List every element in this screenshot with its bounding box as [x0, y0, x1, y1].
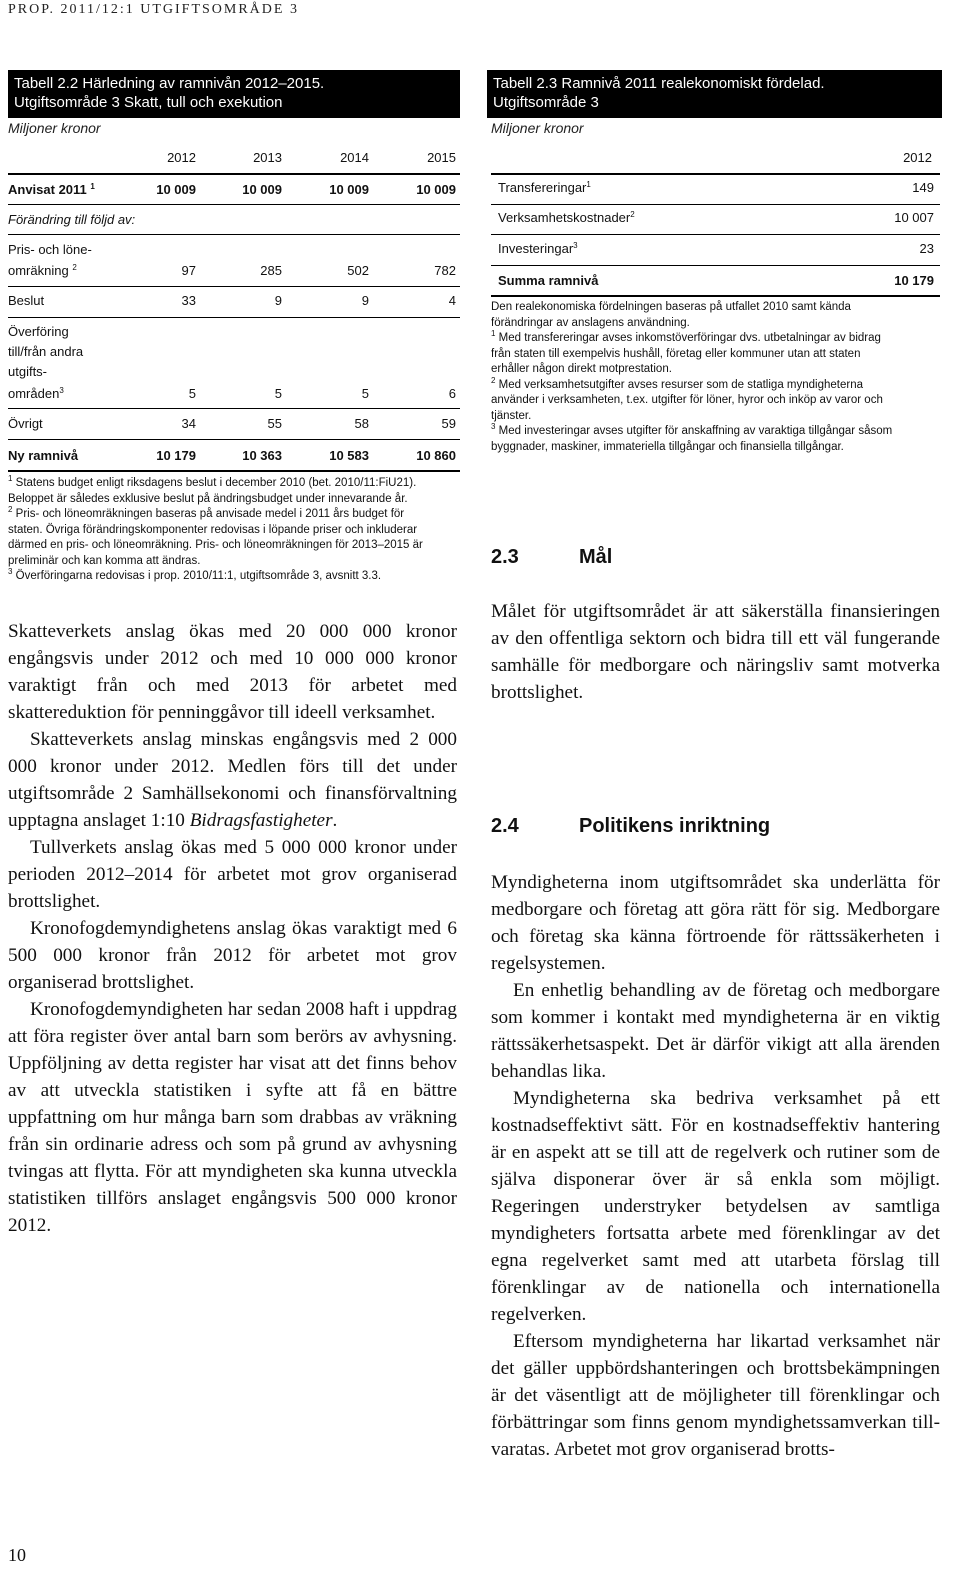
row-summa-ramniva: Summa ramnivå 10 179	[498, 273, 934, 288]
row-overforing-label-2: till/från andra	[8, 344, 84, 359]
row-beslut	[8, 291, 460, 313]
row-overforing-label-4: områden	[8, 386, 60, 401]
table-2-3-header-rule	[491, 173, 940, 175]
row-divider	[491, 265, 940, 266]
row-ny-label: Ny ramnivå	[8, 448, 79, 463]
table-2-3-title-line2: Utgiftsområde 3	[493, 94, 599, 111]
cell: 10 009	[242, 182, 282, 197]
table-2-3-footnotes	[491, 300, 943, 455]
row-divider	[8, 204, 460, 205]
cell: 285	[260, 263, 282, 278]
footnote-1-cont: Beloppet är således exklusive beslut på ändringsbudget under innevarande år.	[8, 492, 408, 505]
row-ny-ramniva	[8, 446, 460, 468]
paragraph: Målet för utgiftsområdet är att säkerställa finansieringen av den offentliga sektorn och bidra till ett väl fungerande samhälle för medborgare och näringsliv samt motverka brottslighet.	[491, 601, 940, 703]
table-2-2-title-line2: Utgiftsområde 3 Skatt, tull och exekution	[14, 94, 283, 111]
paragraph: Tullverkets anslag ökas med 5 000 000 kronor under perioden 2012–2014 för arbetet mot grov organiserad brottslighet.	[8, 837, 457, 912]
row-overforing: Överföring till/från andra utgifts- områden$^3$ 5 5 5 6	[8, 322, 460, 406]
left-body-text	[8, 618, 457, 1239]
table-2-3-year: 2012	[903, 150, 932, 165]
table-2-3-title	[487, 70, 942, 118]
row-divider	[491, 204, 940, 205]
row-divider	[491, 234, 940, 235]
cell: 10 583	[329, 448, 369, 463]
section-2-4-text	[491, 869, 940, 1463]
cell: 5	[361, 386, 369, 401]
page-number: 10	[8, 1545, 26, 1565]
year-2012: 2012	[167, 150, 196, 165]
cell: 6	[448, 386, 456, 401]
section-2-3-text	[491, 598, 940, 706]
cell: 10 009	[416, 182, 456, 197]
table-2-2-unit: Miljoner kronor	[8, 120, 101, 136]
footnote-1: $^1$ Med transfereringar avses inkomstöverföringar dvs. utbetalningar av bidrag	[491, 329, 881, 344]
footnote-3-cont: byggnader, maskiner, immateriella tillgångar och finansiella tillgångar.	[491, 440, 844, 453]
row-anvisat: Anvisat 2011 $^1$ 10 009 10 009 10 009 10 009	[8, 180, 460, 202]
cell: 10 179	[156, 448, 196, 463]
row-ovrigt-label: Övrigt	[8, 416, 43, 431]
row-divider	[8, 439, 460, 440]
row-divider	[8, 408, 460, 409]
row-overforing-label-3: utgifts-	[8, 364, 48, 379]
cell: 4	[448, 293, 456, 308]
cell: 10 009	[329, 182, 369, 197]
section-heading-2-4	[491, 815, 770, 838]
footnote-1: $^1$ Statens budget enligt riksdagens beslut i december 2010 (bet. 2010/11:FiU21).	[8, 474, 417, 489]
row-pris-label-2: omräkning	[8, 263, 69, 278]
footnote-2-cont: därmed en pris- och löneomräkning. Pris- och löneomräkningen för 2013–2015 är	[8, 539, 423, 551]
footnote-2-cont: preliminär och kan komma att ändras.	[8, 554, 201, 567]
table-2-2-title	[8, 70, 460, 118]
paragraph: Kronofogdemyndigheten har sedan 2008 haft i uppdrag att föra register över antal barn som berörs av avhysning. Uppföljning av detta register har visat att det finns behov av att utveckla statistiken i syfte att få en bättre uppfattning om hur många barn som drabbas av vräkning från sin ordinarie adress och som på grund av avhysning tvingas att flytta. För att myndigheten ska kunna utveckla statistiken tillförs anslaget engångsvis 500 000 kronor 2012.	[8, 999, 457, 1236]
section-number: 2.4	[491, 815, 519, 837]
cell: 5	[188, 386, 196, 401]
row-divider	[8, 286, 460, 287]
cell: 59	[441, 416, 456, 431]
cell: 9	[361, 293, 369, 308]
row-divider	[8, 234, 460, 235]
note: Den realekonomiska fördelningen baseras på utfallet 2010 samt kända	[491, 301, 851, 313]
footnote-2-cont: staten. Övriga förändringskomponenter redovisas i löpande priser och inkluderar	[8, 523, 418, 536]
row-investeringar: Investeringar$^3$ 23	[498, 241, 934, 256]
section-number: 2.3	[491, 546, 519, 568]
footnote-2: $^2$ Med verksamhetsutgifter avses resurser som de statliga myndigheterna	[491, 375, 863, 391]
row-verksamhetskostnader: Verksamhetskostnader$^2$ 10 007	[498, 210, 934, 225]
table-2-3-title-line1: Tabell 2.3 Ramnivå 2011 realekonomiskt fördelad.	[493, 75, 825, 92]
footnote-2-cont: tjänster.	[491, 409, 532, 422]
cell: 10 007	[894, 210, 934, 225]
year-2013: 2013	[253, 150, 282, 165]
table-2-2-footnotes	[8, 476, 468, 585]
cell: 10 860	[416, 448, 456, 463]
row-ovrigt	[8, 414, 460, 436]
table-2-2-title-line1: Tabell 2.2 Härledning av ramnivån 2012–2015.	[14, 75, 325, 92]
cell: 10 363	[242, 448, 282, 463]
footnote-3: $^3$ Överföringarna redovisas i prop. 2010/11:1, utgiftsområde 3, avsnitt 3.3.	[8, 567, 382, 582]
section-title: Politikens inriktning	[579, 815, 771, 837]
cell: 97	[181, 263, 196, 278]
paragraph: Eftersom myndigheterna har likartad verksamhet när det gäller uppbördshanteringen och brottsbekämpningen är det väsentligt att de möjligheter till förenklingar och förbättringar som finns genom myndighetssamverkan till-varatas. Arbetet mot grov organiserad brotts-	[491, 1331, 940, 1460]
row-change-heading: Förändring till följd av:	[8, 212, 136, 227]
paragraph: En enhetlig behandling av de företag och medborgare som kommer i kontakt med myndigheterna är en viktig rättssäkerhetsaspekt. Det är därför vikigt att alla ärenden behandlas lika.	[491, 980, 940, 1082]
footnote-3: $^3$ Med investeringar avses utgifter för anskaffning av varaktiga tillgångar såsom	[491, 422, 893, 437]
cell: 33	[181, 293, 196, 308]
paragraph: Skatteverkets anslag ökas med 20 000 000 kronor engångsvis under 2012 och med 10 000 000 kronor varaktigt från och med 2013 för arbetet med skattereduktion för penninggåvor till ideell verksamhet.	[8, 621, 457, 723]
footnote-2: $^2$ Pris- och löneomräkningen baseras på anvisade medel i 2011 års budget för	[8, 505, 405, 520]
table-2-3-bottom-rule	[491, 295, 940, 297]
year-2015: 2015	[427, 150, 456, 165]
section-heading-2-3	[491, 546, 612, 569]
cell: 34	[181, 416, 196, 431]
row-beslut-label: Beslut	[8, 293, 45, 308]
footnote-2-cont: använder i verksamheten, t.ex. utgifter för löner, hyror och inköp av varor och	[491, 394, 883, 406]
footnote-1-cont: erhåller någon direkt motprestation.	[491, 363, 672, 375]
cell: 5	[274, 386, 282, 401]
note: förändringar av anslagens användning.	[491, 316, 690, 329]
table-2-2-header-rule	[8, 173, 460, 175]
year-2014: 2014	[340, 150, 369, 165]
table-2-2-bottom-rule	[8, 470, 460, 472]
row-transfereringar: Transfereringar$^1$ 149	[498, 180, 934, 195]
cell: 23	[919, 241, 934, 256]
footnote-1-cont: från staten till exempelvis hushåll, företag eller kommuner utan att staten	[491, 347, 861, 360]
cell: 10 179	[894, 273, 934, 288]
cell: 55	[267, 416, 282, 431]
section-title: Mål	[579, 546, 613, 568]
row-pris: Pris- och löne- omräkning $^2$ 97 285 502 782	[8, 240, 460, 282]
paragraph: Kronofogdemyndighetens anslag ökas varaktigt med 6 500 000 kronor från 2012 för arbetet mot grov organiserad brottslighet.	[8, 918, 457, 993]
paragraph: Myndigheterna ska bedriva verksamhet på ett kostnadseffektivt sätt. För en kostnadseffektiv hantering är en aspekt att se till att de regelverk och rutiner som de själva disponerar över är så enkla som möjligt. Regeringen understryker betydelsen av samtliga myndigheters fortsatta arbete med förenklingar av det egna regelverket samt med att utarbeta förslag till förenklingar av de nationella och internationella regelverken.	[491, 1088, 940, 1325]
running-head: PROP. 2011/12:1 UTGIFTSOMRÅDE 3	[8, 2, 299, 17]
row-pris-label-1: Pris- och löne-	[8, 242, 92, 257]
cell: 502	[347, 263, 369, 278]
row-anvisat-label: Anvisat 2011	[8, 182, 87, 197]
cell: 782	[434, 263, 456, 278]
cell: 149	[912, 180, 934, 195]
paragraph: Myndigheterna inom utgiftsområdet ska underlätta för medborgare och företag att göra rätt för sig. Medborgare och företag ska känna förtroende för rättssäkerheten i regelsystemen.	[491, 872, 940, 974]
paragraph: Skatteverkets anslag minskas engångsvis med 2 000 000 kronor under 2012. Medlen förs till det under utgiftsområde 2 Samhällsekonomi och finansförvaltning upptagna anslaget 1:10 Bidragsfastigheter.	[8, 729, 457, 831]
row-divider	[8, 317, 460, 318]
table-2-3-unit: Miljoner kronor	[491, 120, 584, 136]
cell: 58	[354, 416, 369, 431]
cell: 10 009	[156, 182, 196, 197]
cell: 9	[274, 293, 282, 308]
row-overforing-label-1: Överföring	[8, 324, 69, 339]
